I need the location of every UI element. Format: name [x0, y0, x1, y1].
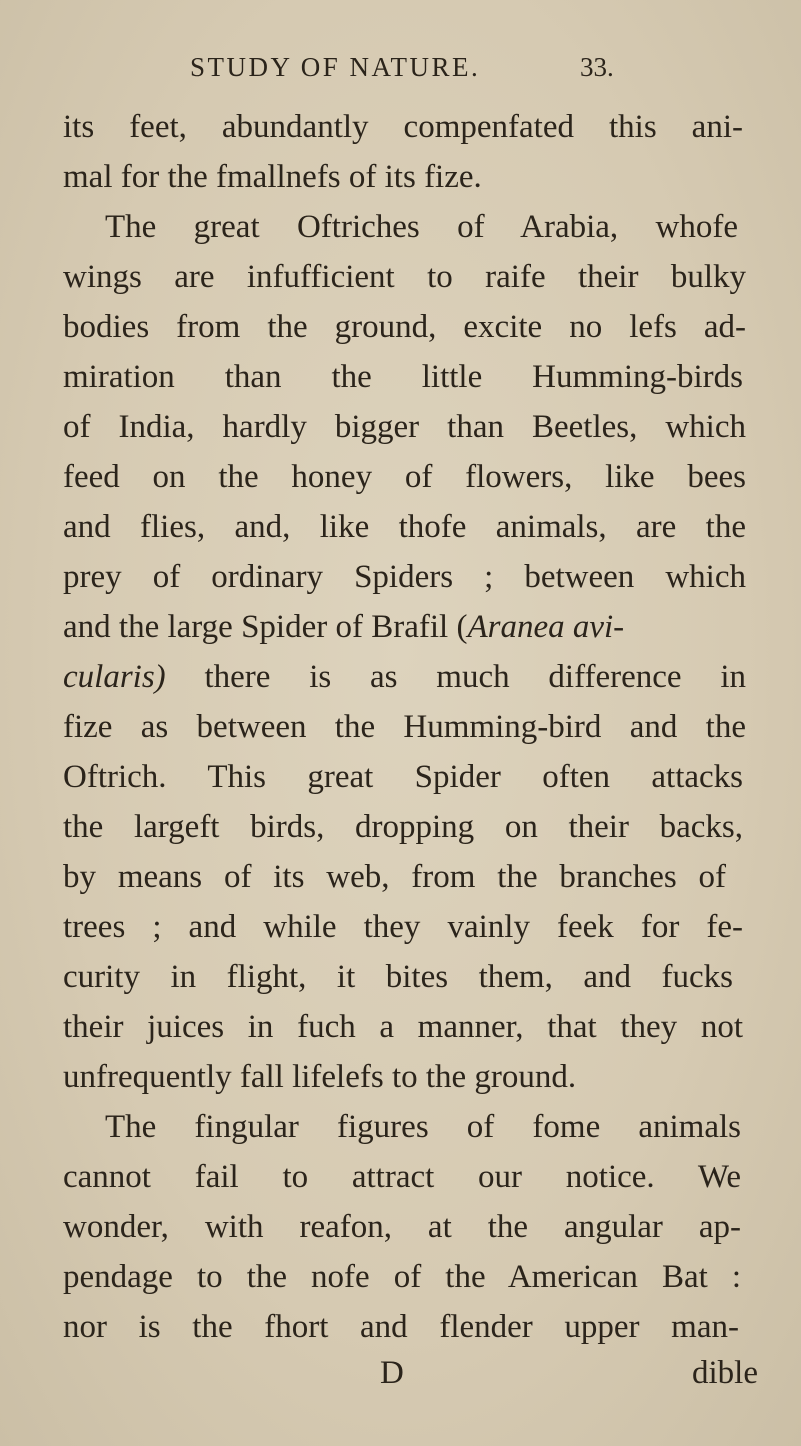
- text-line: wings are infufficient to raife their bulky: [63, 259, 746, 295]
- italic-taxon: cularis): [63, 659, 166, 695]
- text-line: pendage to the nofe of the American Bat :: [63, 1259, 741, 1295]
- text-line: prey of ordinary Spiders ; between which: [63, 559, 746, 595]
- text-line: Oftrich. This great Spider often attacks: [63, 759, 743, 795]
- text-line: cannot fail to attract our notice. We: [63, 1159, 741, 1195]
- text-line: bodies from the ground, excite no lefs ad-: [63, 309, 746, 345]
- text-line: wonder, with reafon, at the angular ap-: [63, 1209, 741, 1245]
- catchword: dible: [692, 1355, 758, 1391]
- text-line-part: and the large Spider of Brafil (: [63, 609, 468, 645]
- text-line: trees ; and while they vainly feek for fe-: [63, 909, 743, 945]
- text-line: by means of its web, from the branches of: [63, 859, 726, 895]
- running-head: [0, 52, 801, 88]
- italic-taxon: Aranea avi-: [467, 609, 625, 645]
- text-line-part: there is as much difference in: [204, 659, 746, 695]
- text-line: [63, 602, 746, 652]
- text-line: and flies, and, like thofe animals, are the: [63, 509, 746, 545]
- running-title: STUDY OF NATURE.: [190, 52, 481, 82]
- text-line: of India, hardly bigger than Beetles, which: [63, 409, 746, 445]
- text-line: curity in flight, it bites them, and fucks: [63, 959, 733, 995]
- text-line: feed on the honey of flowers, like bees: [63, 459, 746, 495]
- text-line: unfrequently fall lifelefs to the ground.: [63, 1059, 577, 1095]
- text-line: fize as between the Humming-bird and the: [63, 709, 746, 745]
- text-line: miration than the little Humming-birds: [63, 359, 743, 395]
- text-line: The great Oftriches of Arabia, whofe: [105, 209, 738, 245]
- page-number: 33.: [580, 52, 614, 82]
- text-line: mal for the fmallnefs of its fize.: [63, 159, 482, 195]
- text-line: nor is the fhort and flender upper man-: [63, 1309, 739, 1345]
- footer-row: [0, 1348, 801, 1398]
- text-line: their juices in fuch a manner, that they not: [63, 1009, 743, 1045]
- text-line: The fingular figures of fome animals: [105, 1109, 741, 1145]
- text-line: [63, 652, 746, 702]
- text-line: the largeft birds, dropping on their backs,: [63, 809, 743, 845]
- text-line: its feet, abundantly compenfated this ani-: [63, 109, 743, 145]
- signature-mark: D: [380, 1355, 404, 1391]
